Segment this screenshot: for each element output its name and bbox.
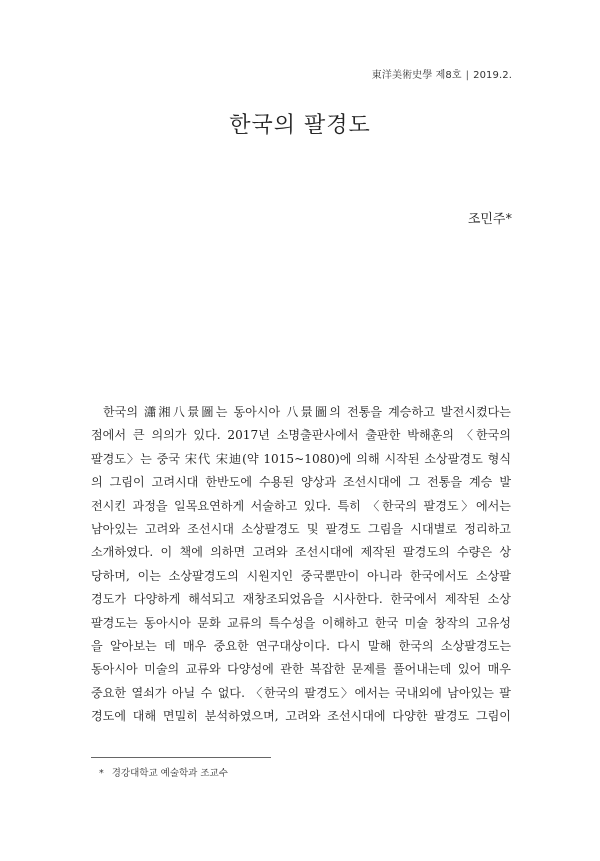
body-line: 한국의 瀟湘八景圖는 동아시아 八景圖의 전통을 계승하고 발전시켰다는: [103, 405, 511, 419]
footnote-mark: *: [99, 768, 104, 779]
body-paragraph: [91, 401, 511, 729]
author-name: 조민주*: [467, 212, 512, 227]
issue-number: 제8호: [435, 70, 462, 81]
body-line: 팔경도는 동아시아 문화 교류의 특수성을 이해하고 한국 미술 창작의 고유성: [91, 615, 511, 630]
body-line: 을 알아보는 데 매우 중요한 연구대상이다. 다시 말해 한국의 소상팔경도는: [91, 639, 511, 654]
body-line: 남아있는 고려와 조선시대 소상팔경도 및 팔경도 그림을 시대별로 정리하고: [91, 522, 511, 537]
journal-name: 東洋美術史學: [371, 70, 433, 81]
body-line: 팔경도〉는 중국 宋代 宋迪(약 1015~1080)에 의해 시작된 소상팔경도 형식: [91, 451, 511, 466]
running-header: [372, 66, 512, 81]
footnote: [99, 765, 228, 779]
header-separator: |: [465, 70, 470, 81]
body-line: 경도에 대해 면밀히 분석하였으며, 고려와 조선시대에 다양한 팔경도 그림이: [91, 709, 511, 724]
issue-date: 2019.2.: [473, 70, 512, 81]
article-title: 한국의 팔경도: [229, 113, 371, 138]
body-line: 동아시아 미술의 교류와 다양성에 관한 복잡한 문제를 풀어내는데 있어 매우: [91, 662, 511, 677]
body-line: 경도가 다양하게 해석되고 재창조되었음을 시사한다. 한국에서 제작된 소상: [91, 592, 511, 607]
footnote-text: 경강대학교 예술학과 조교수: [111, 768, 228, 779]
body-line: 중요한 열쇠가 아닐 수 없다. 〈한국의 팔경도〉에서는 국내외에 남아있는 팔: [91, 685, 511, 700]
body-line: 점에서 큰 의의가 있다. 2017년 소명출판사에서 출판한 박해훈의 〈한국의: [91, 428, 511, 443]
footnote-divider: [91, 757, 271, 758]
body-line: 소개하였다. 이 책에 의하면 고려와 조선시대에 제작된 팔경도의 수량은 상: [91, 545, 511, 560]
body-line: 전시킨 과정을 일목요연하게 서술하고 있다. 특히 〈한국의 팔경도〉에서는: [91, 498, 511, 513]
body-line: 의 그림이 고려시대 한반도에 수용된 양상과 조선시대에 그 전통을 계승 발: [91, 475, 511, 490]
body-line: 당하며, 이는 소상팔경도의 시원지인 중국뿐만이 아니라 한국에서도 소상팔: [91, 568, 511, 583]
